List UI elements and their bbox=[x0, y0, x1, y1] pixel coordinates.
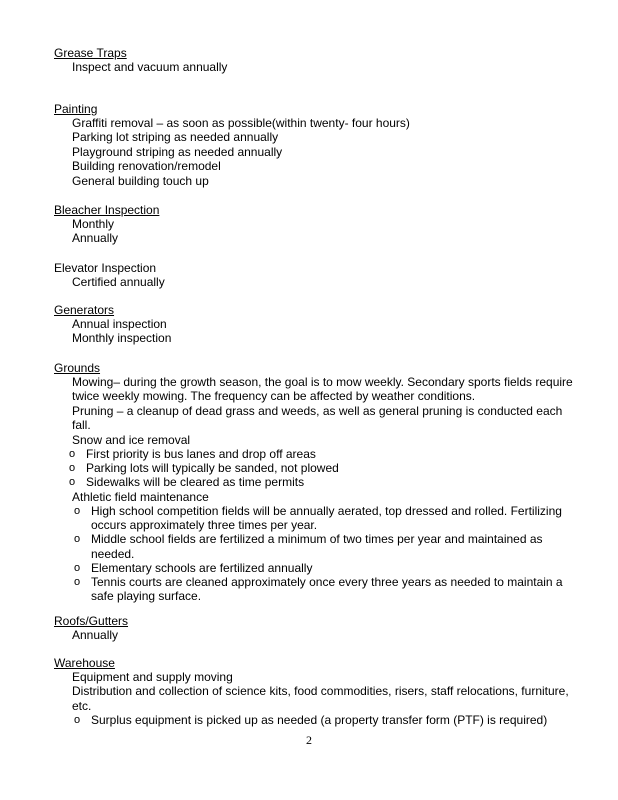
sub-list-item: o Sidewalks will be cleared as time permits bbox=[69, 475, 305, 490]
list-item: Distribution and collection of science kits, food commodities, risers, staff relocations, furniture, etc. bbox=[72, 684, 569, 713]
list-item: Monthly bbox=[72, 217, 115, 231]
section-heading: Grease Traps bbox=[54, 46, 127, 60]
section-heading: Grounds bbox=[54, 361, 101, 375]
circle-bullet-icon: o bbox=[69, 448, 76, 461]
page-number: 2 bbox=[306, 733, 312, 747]
list-item: Athletic field maintenance bbox=[72, 489, 209, 504]
list-item: Snow and ice removal bbox=[72, 432, 191, 447]
section-generators bbox=[54, 303, 574, 346]
section-grounds bbox=[54, 361, 574, 603]
list-item: Building renovation/remodel bbox=[72, 159, 221, 174]
section-heading: Warehouse bbox=[54, 656, 115, 670]
circle-bullet-icon: o bbox=[74, 714, 81, 727]
sub-list-item: o Tennis courts are cleaned approximately once every three years as needed to maintain a safe playing surface. bbox=[74, 575, 563, 604]
list-item: Playground striping as needed annually bbox=[72, 144, 283, 159]
sub-list-item: o Surplus equipment is picked up as needed (a property transfer form (PTF) is required) bbox=[74, 713, 548, 728]
section-roofs-gutters bbox=[54, 614, 574, 642]
section-heading: Generators bbox=[54, 303, 115, 317]
section-grease-traps bbox=[54, 46, 574, 74]
list-item: Annual inspection bbox=[72, 317, 167, 331]
circle-bullet-icon: o bbox=[74, 505, 81, 518]
section-heading: Painting bbox=[54, 102, 98, 116]
section-painting bbox=[54, 102, 574, 188]
list-item: Parking lot striping as needed annually bbox=[72, 130, 279, 145]
list-item: Inspect and vacuum annually bbox=[72, 60, 228, 74]
section-heading: Elevator Inspection bbox=[54, 261, 157, 275]
circle-bullet-icon: o bbox=[74, 561, 81, 574]
list-item: General building touch up bbox=[72, 173, 209, 188]
list-item: Equipment and supply moving bbox=[72, 670, 233, 684]
section-warehouse bbox=[54, 656, 574, 727]
sub-list-item: o Parking lots will typically be sanded, not plowed bbox=[69, 461, 339, 476]
circle-bullet-icon: o bbox=[69, 476, 76, 489]
list-item: Monthly inspection bbox=[72, 331, 172, 346]
list-item: Annually bbox=[72, 231, 119, 246]
section-heading: Roofs/Gutters bbox=[54, 614, 129, 628]
section-elevator-inspection bbox=[54, 261, 574, 289]
circle-bullet-icon: o bbox=[74, 533, 81, 546]
circle-bullet-icon: o bbox=[69, 462, 76, 475]
sub-list-item: o First priority is bus lanes and drop off areas bbox=[69, 447, 316, 462]
list-item: Graffiti removal – as soon as possible(within twenty- four hours) bbox=[72, 116, 410, 130]
sub-list-item: o Elementary schools are fertilized annually bbox=[74, 560, 313, 575]
section-bleacher-inspection bbox=[54, 203, 574, 246]
sub-list-item: o Middle school fields are fertilized a minimum of two times per year and maintained as needed. bbox=[74, 532, 543, 561]
sub-list-item: o High school competition fields will be annually aerated, top dressed and rolled. Fertilizing occurs approximately three times per year. bbox=[74, 504, 562, 533]
list-item: Mowing– during the growth season, the goal is to mow weekly. Secondary sports fields require twice weekly mowing. The frequency can be affected by weather conditions. bbox=[72, 375, 573, 404]
section-heading: Bleacher Inspection bbox=[54, 203, 160, 217]
list-item: Pruning – a cleanup of dead grass and weeds, as well as general pruning is conducted each fall. bbox=[72, 403, 563, 433]
list-item: Annually bbox=[72, 628, 119, 642]
list-item: Certified annually bbox=[72, 275, 165, 289]
circle-bullet-icon: o bbox=[74, 576, 81, 589]
